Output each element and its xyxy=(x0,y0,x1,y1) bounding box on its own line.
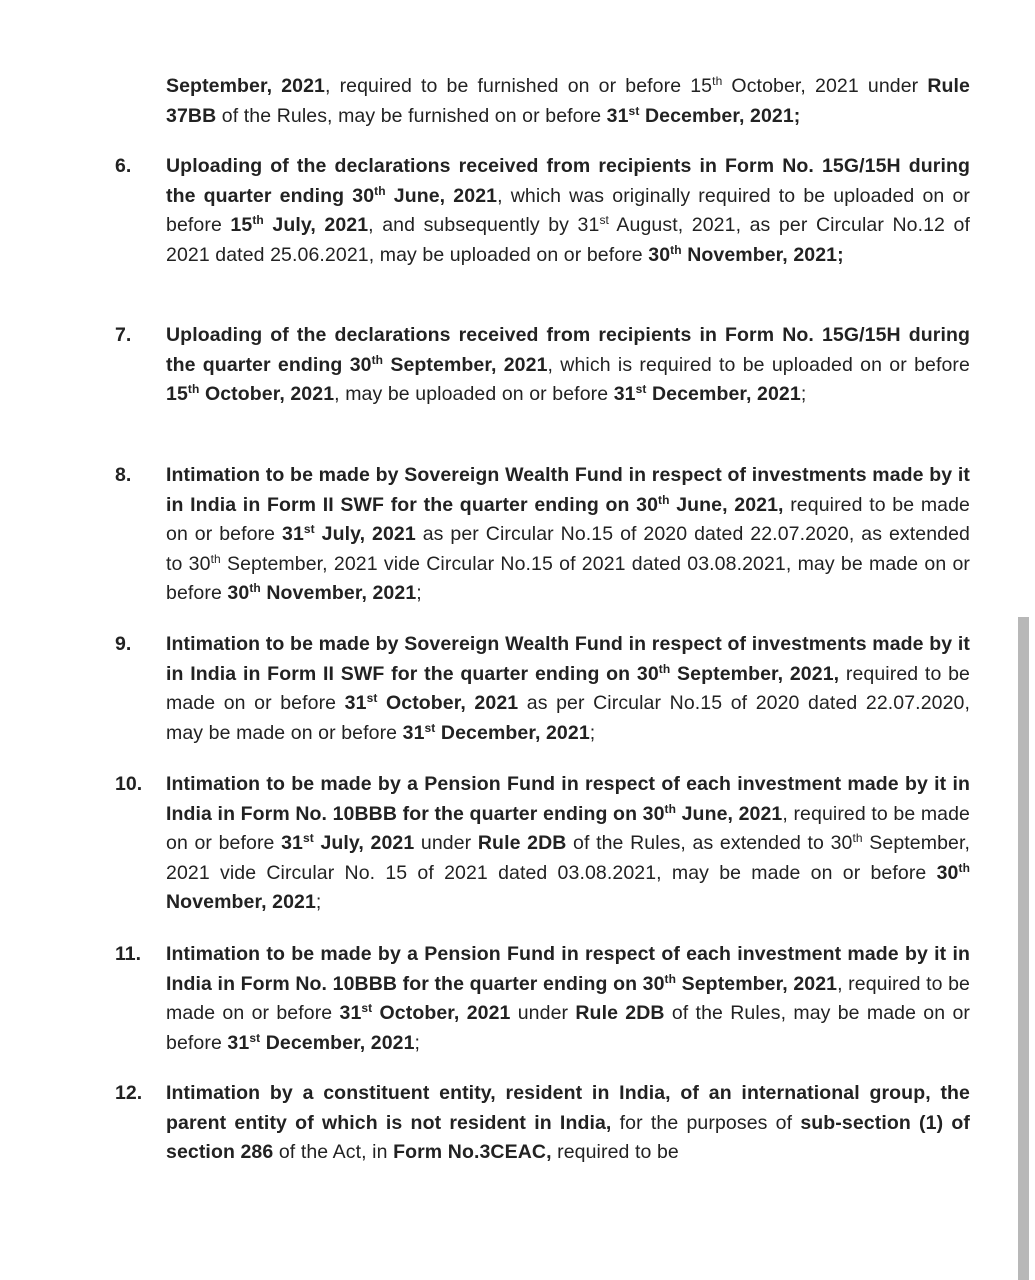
text-run: December, 2021; xyxy=(639,104,801,127)
text-run: December, 2021 xyxy=(435,721,590,744)
paragraph-text xyxy=(166,152,970,270)
text-run: , may be uploaded on or before xyxy=(334,383,614,405)
superscript: th xyxy=(852,831,863,845)
list-item-9 xyxy=(115,630,970,748)
text-run: under xyxy=(414,832,478,854)
paragraph-text xyxy=(166,1079,970,1168)
paragraph-text xyxy=(166,940,970,1058)
text-run: of the Rules, as extended to 30 xyxy=(566,832,853,854)
text-run: Uploading of the declarations received from recipients in Form No. 15G/15H during the quarter ending 30 xyxy=(166,324,970,376)
scrollbar[interactable] xyxy=(1018,617,1029,1280)
text-run: required to be made on or before xyxy=(166,493,971,545)
text-run: 30 xyxy=(227,582,250,604)
text-run: September, 2021, xyxy=(670,662,840,685)
list-item-12 xyxy=(115,1079,970,1168)
text-run: October, 2021 under xyxy=(722,75,928,97)
superscript: th xyxy=(664,971,677,986)
paragraph-text xyxy=(166,630,970,748)
list-number: 8. xyxy=(115,464,132,486)
superscript: th xyxy=(658,661,671,676)
text-run: sub-section (1) of section 286 xyxy=(166,1111,970,1163)
text-run: 15 xyxy=(230,214,253,236)
text-run: ; xyxy=(315,891,322,913)
list-number: 11. xyxy=(115,943,142,965)
text-run: 31 xyxy=(281,832,303,854)
superscript: th xyxy=(664,801,677,816)
superscript: st xyxy=(302,831,314,845)
text-run: November, 2021; xyxy=(681,243,844,266)
text-run: Intimation to be made by a Pension Fund in respect of each investment made by it in India in Form No. 10BBB for the quarter ending on 30 xyxy=(166,943,970,995)
list-item-6 xyxy=(115,152,970,270)
text-run: , which was originally required to be uploaded on or before xyxy=(166,184,970,236)
text-run: of the Rules, may be furnished on or before xyxy=(216,104,607,127)
text-run: , required to be made on or before xyxy=(166,972,970,1024)
text-run: ; xyxy=(800,383,807,405)
paragraph-text xyxy=(166,770,970,918)
paragraph-text xyxy=(166,461,970,609)
superscript: st xyxy=(361,1001,373,1015)
text-run: Rule 37BB xyxy=(166,75,970,127)
text-run: December, 2021 xyxy=(260,1031,415,1054)
list-item-11 xyxy=(115,940,970,1058)
text-run: Intimation to be made by Sovereign Wealth Fund in respect of investments made by it in India in Form II SWF for the quarter ending on 30 xyxy=(166,464,970,516)
superscript: th xyxy=(658,492,670,507)
text-run: 31 xyxy=(227,1031,250,1054)
text-run: 30 xyxy=(936,861,959,884)
text-run: September, 2021 vide Circular No. 15 of 2021 dated 03.08.2021, may be made on or before xyxy=(166,832,971,884)
text-run: September, 2021 xyxy=(676,972,838,995)
list-number: 6. xyxy=(115,155,132,177)
text-run: ; xyxy=(416,582,422,604)
superscript: th xyxy=(252,213,264,227)
text-run: Intimation to be made by a Pension Fund in respect of each investment made by it in India in Form No. 10BBB for the quarter ending on 30 xyxy=(166,773,970,825)
text-run: September, 2021 xyxy=(383,353,548,376)
superscript: st xyxy=(249,1030,261,1045)
text-run: October, 2021 xyxy=(377,692,519,714)
superscript: st xyxy=(303,522,315,536)
list-item-7 xyxy=(115,321,970,410)
superscript: th xyxy=(371,352,384,367)
text-run: ; xyxy=(589,721,596,744)
text-run: for the purposes of xyxy=(611,1111,801,1134)
text-run: , which is required to be uploaded on or before xyxy=(547,353,970,376)
superscript: th xyxy=(712,74,723,88)
text-run: as per Circular No.15 of 2020 dated 22.07.2020, as extended to 30 xyxy=(166,523,971,575)
superscript: th xyxy=(187,382,200,396)
text-run: , required to be furnished on or before 15 xyxy=(324,75,713,97)
text-run: as per Circular No.15 of 2020 dated 22.07.2020, may be made on or before xyxy=(166,692,970,744)
text-run: September, 2021 xyxy=(166,75,325,97)
text-run: Rule 2DB xyxy=(575,1002,665,1024)
text-run: 31 xyxy=(613,383,636,405)
text-run: June, 2021 xyxy=(676,802,783,825)
text-run: ; xyxy=(414,1031,421,1054)
superscript: th xyxy=(210,551,221,566)
text-run: November, 2021 xyxy=(166,891,316,913)
text-run: July, 2021 xyxy=(314,523,416,545)
superscript: st xyxy=(635,382,647,396)
text-run: November, 2021 xyxy=(260,582,417,604)
text-run: Uploading of the declarations received from recipients in Form No. 15G/15H during the quarter ending 30 xyxy=(166,155,970,207)
superscript: th xyxy=(670,242,682,257)
list-number: 10. xyxy=(115,773,143,795)
text-run: 31 xyxy=(282,523,304,545)
list-item-10 xyxy=(115,770,970,918)
superscript: st xyxy=(628,103,640,118)
text-run: June, 2021 xyxy=(385,184,498,207)
text-run: October, 2021 xyxy=(199,383,335,405)
text-run: 31 xyxy=(606,104,629,127)
text-run: 31 xyxy=(344,692,367,714)
text-run: July, 2021 xyxy=(263,214,369,236)
text-run: October, 2021 xyxy=(372,1002,511,1024)
text-run: required to be made on or before xyxy=(166,662,970,714)
list-number: 12. xyxy=(115,1082,143,1104)
list-item-8 xyxy=(115,461,970,609)
text-run: December, 2021 xyxy=(646,383,801,405)
text-run: of the Rules, may be made on or before xyxy=(166,1002,970,1054)
text-run: June, 2021, xyxy=(669,493,784,516)
superscript: th xyxy=(958,860,970,875)
text-run: Form No.3CEAC, xyxy=(393,1141,552,1163)
text-run: Intimation to be made by Sovereign Wealth Fund in respect of investments made by it in India in Form II SWF for the quarter ending on 30 xyxy=(166,633,970,685)
superscript: th xyxy=(249,581,261,595)
superscript: th xyxy=(374,183,386,198)
text-run: Intimation by a constituent entity, resident in India, of an international group, the parent entity of which is not resident in India, xyxy=(166,1082,970,1134)
text-run: , required to be made on or before xyxy=(166,802,971,854)
text-run: of the Act, in xyxy=(273,1141,394,1163)
paragraph-text xyxy=(166,321,970,410)
text-run: under xyxy=(510,1002,576,1024)
paragraph-continuation xyxy=(166,72,970,131)
superscript: st xyxy=(424,720,436,735)
text-run: July, 2021 xyxy=(313,832,415,854)
paragraph-text xyxy=(166,72,970,131)
text-run: required to be xyxy=(551,1141,679,1163)
text-run: 31 xyxy=(339,1002,362,1024)
superscript: st xyxy=(599,213,609,227)
text-run: 15 xyxy=(166,383,188,405)
list-number: 9. xyxy=(115,633,132,655)
text-run: August, 2021, as per Circular No.12 of 2021 dated 25.06.2021, may be uploaded on or before xyxy=(166,214,970,266)
text-run: Rule 2DB xyxy=(477,832,567,854)
list-number: 7. xyxy=(115,324,132,346)
superscript: st xyxy=(366,691,378,705)
text-run: 31 xyxy=(402,721,425,744)
text-run: 30 xyxy=(648,243,671,266)
text-run: September, 2021 vide Circular No.15 of 2021 dated 03.08.2021, may be made on or before xyxy=(166,552,971,604)
text-run: , and subsequently by 31 xyxy=(368,214,600,236)
